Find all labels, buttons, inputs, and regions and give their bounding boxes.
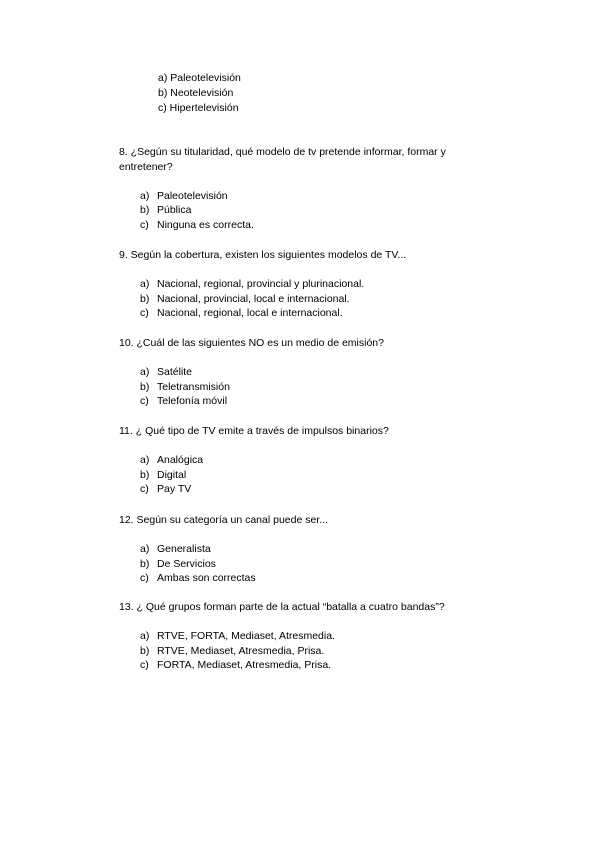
option-list [119, 277, 489, 321]
option-item [119, 557, 489, 572]
option-letter: a) [140, 189, 150, 202]
option-item [119, 468, 489, 483]
option-letter: b) [140, 380, 150, 393]
question-8 [119, 145, 489, 233]
previous-question-options [158, 71, 241, 115]
option-text: Ninguna es correcta. [157, 219, 254, 232]
option-letter: a) [140, 629, 150, 642]
option-item [119, 542, 489, 557]
option-item [119, 380, 489, 395]
option-item [119, 629, 489, 644]
option-letter: b) [140, 644, 150, 657]
question-text: 12. Según su categoría un canal puede ser... [119, 514, 328, 526]
option-a: a) Paleotelevisión [158, 72, 241, 84]
option-list [119, 365, 489, 409]
option-text: Nacional, provincial, local e internacional. [157, 292, 350, 305]
option-text: Pay TV [157, 483, 192, 496]
option-list [119, 453, 489, 497]
option-item [119, 277, 489, 292]
option-list [119, 629, 489, 673]
option-item [119, 365, 489, 380]
option-letter: a) [140, 365, 150, 378]
question-text: 9. Según la cobertura, existen los siguientes modelos de TV... [119, 249, 407, 261]
option-letter: c) [140, 483, 149, 496]
option-item [119, 306, 489, 321]
option-list [119, 542, 489, 586]
question-text: 8. ¿Según su titularidad, qué modelo de tv pretende informar, formar y entretener? [119, 146, 446, 173]
option-text: Analógica [157, 453, 204, 466]
option-item [119, 218, 489, 233]
option-c: c) Hipertelevisión [158, 101, 239, 114]
option-letter: c) [140, 395, 149, 408]
option-text: Digital [157, 468, 187, 481]
option-letter: b) [140, 557, 150, 570]
option-item [119, 571, 489, 586]
option-item [119, 658, 489, 673]
option-letter: c) [140, 219, 149, 232]
option-letter: b) [140, 204, 150, 217]
option-item [119, 453, 489, 468]
option-letter: a) [140, 277, 150, 290]
option-text: FORTA, Mediaset, Atresmedia, Prisa. [157, 659, 332, 672]
option-letter: b) [140, 292, 150, 305]
option-text: Ambas son correctas [157, 572, 256, 585]
question-text: 10. ¿Cuál de las siguientes NO es un medio de emisión? [119, 337, 384, 349]
option-text: De Servicios [157, 557, 216, 570]
question-text: 13. ¿ Qué grupos forman parte de la actual “batalla a cuatro bandas”? [119, 601, 445, 613]
option-text: RTVE, Mediaset, Atresmedia, Prisa. [157, 644, 325, 657]
option-letter: a) [140, 453, 150, 466]
option-text: Satélite [157, 365, 193, 378]
question-text: 11. ¿ Qué tipo de TV emite a través de impulsos binarios? [119, 425, 389, 437]
option-item [119, 189, 489, 204]
option-letter: b) [140, 468, 150, 481]
option-text: Teletransmisión [157, 380, 230, 393]
option-b: b) Neotelevisión [158, 86, 234, 99]
question-9 [119, 248, 489, 321]
option-letter: c) [140, 307, 149, 320]
option-item [119, 292, 489, 307]
option-item [119, 644, 489, 659]
option-item [119, 482, 489, 497]
option-text: Nacional, regional, provincial y plurinacional. [157, 277, 365, 290]
option-letter: c) [140, 659, 149, 672]
option-list [119, 189, 489, 233]
option-text: RTVE, FORTA, Mediaset, Atresmedia. [157, 629, 335, 642]
option-text: Nacional, regional, local e internacional. [157, 307, 343, 320]
option-text: Generalista [157, 542, 211, 555]
option-text: Telefonía móvil [157, 395, 228, 408]
question-13 [119, 600, 489, 673]
question-10 [119, 336, 489, 409]
option-text: Pública [157, 204, 192, 217]
option-text: Paleotelevisión [157, 189, 228, 202]
question-12 [119, 513, 489, 586]
option-letter: c) [140, 572, 149, 585]
question-11 [119, 424, 489, 497]
option-item [119, 203, 489, 218]
option-item [119, 394, 489, 409]
option-letter: a) [140, 542, 150, 555]
